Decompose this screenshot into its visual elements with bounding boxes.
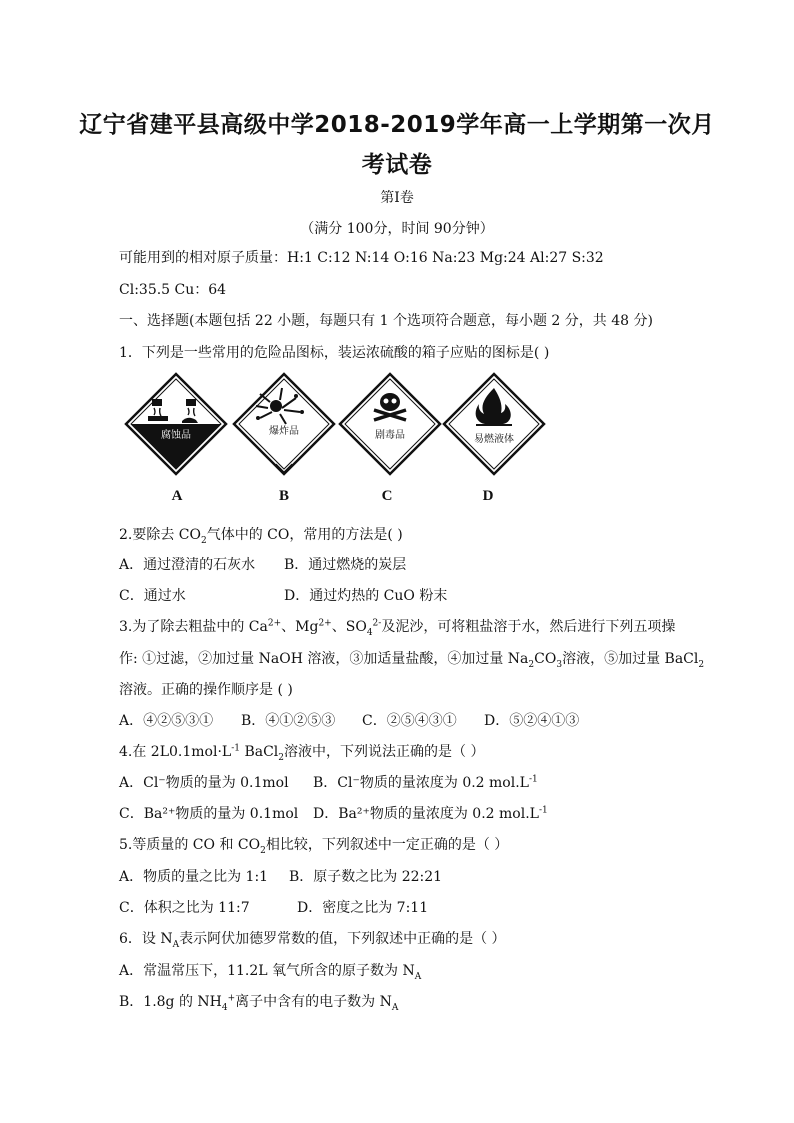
q3-stem-line1: 3.为了除去粗盐中的 $Ca^{2+}$、$Mg^{2+}$、$SO_4^{2-}$及泥沙，可将粗盐溶于水，然后进行下列五项操 [119, 618, 676, 638]
q4-stem: 4.在 $2L0.1mol\cdot L^{-1}$ BaCl$_2$溶液中，下列说法正确的是（ ） [119, 743, 485, 763]
q5-option-a: A．物质的量之比为 1:1 [119, 869, 269, 885]
q6-stem: 6．设 $N_A$表示阿伏加德罗常数的值，下列叙述中正确的是（ ） [119, 931, 506, 950]
q3-options [119, 712, 579, 730]
q3-option-b: B．④①②⑤③ [241, 713, 336, 729]
sign-d-text: 易燃液体 [474, 434, 514, 445]
hazard-signs [120, 372, 560, 507]
corrosive-sign-icon [124, 372, 228, 476]
exam-title-line2: 考试卷 [361, 152, 433, 178]
sign-b-text: 爆炸品 [269, 426, 299, 437]
atomic-masses-line2: Cl:35.5 Cu：64 [119, 282, 227, 298]
q5-option-b: B．原子数之比为 22:21 [289, 869, 443, 885]
atomic-masses-line1: 可能用到的相对原子质量：H:1 C:12 N:14 O:16 Na:23 Mg:24 Al:27 S:32 [119, 250, 604, 266]
q3-stem-line3: 溶液。正确的操作顺序是 ( ) [119, 682, 293, 698]
volume-label: 第Ⅰ卷 [380, 190, 414, 206]
sign-c-text: 剧毒品 [375, 430, 405, 441]
q4-option-a: A．Cl⁻物质的量为 0.1mol [119, 775, 289, 791]
sign-d-letter: D [482, 488, 494, 504]
q5-stem: 5.等质量的 CO 和 $CO_2$相比较，下列叙述中一定正确的是（ ） [119, 837, 509, 856]
q3-stem-line2: 作: ①过滤，②加过量 NaOH 溶液，③加适量盐酸，④加过量 $Na_2CO_3$溶液，⑤加过量 BaCl$_2$ [119, 651, 705, 670]
exam-meta: （满分 100分，时间 90分钟） [300, 221, 494, 237]
q3-option-d: D．⑤②④①③ [484, 713, 580, 729]
q2-option-a: A．通过澄清的石灰水 [119, 557, 256, 573]
q2-stem: 2.要除去 $CO_2$气体中的 CO，常用的方法是( ) [119, 527, 403, 546]
q2-option-d: D．通过灼热的 CuO 粉末 [284, 588, 448, 604]
section-heading: 一、选择题(本题包括 22 小题，每题只有 1 个选项符合题意，每小题 2 分，共 48 分) [119, 313, 653, 329]
q4-option-b: B．Cl⁻物质的量浓度为 0.2 $mol.L^{-1}$ [313, 774, 538, 791]
q1-stem: 1．下列是一些常用的危险品图标，装运浓硫酸的箱子应贴的图标是( ) [119, 345, 550, 361]
q5-options-row1 [119, 868, 442, 886]
flammable-liquid-sign-icon [442, 372, 546, 476]
q4-option-c: C．Ba²⁺物质的量为 0.1mol [119, 806, 299, 822]
exam-title-line1: 辽宁省建平县高级中学2018-2019学年高一上学期第一次月 [79, 112, 715, 138]
q2-options-row1 [119, 556, 406, 574]
q4-options-row2 [119, 805, 548, 823]
q5-options-row2 [119, 899, 428, 917]
q2-option-b: B．通过燃烧的炭层 [284, 557, 407, 573]
q6-option-b: B．1.8g 的 $NH_4^+$离子中含有的电子数为 $N_A$ [119, 993, 399, 1013]
sign-b-letter: B [278, 488, 289, 504]
q4-option-d: D．Ba²⁺物质的量浓度为 0.2 $mol.L^{-1}$ [313, 805, 548, 822]
sign-a-text: 腐蚀品 [161, 430, 191, 441]
q3-option-c: C．②⑤④③① [362, 713, 457, 729]
q4-options-row1 [119, 774, 538, 792]
q5-option-c: C．体积之比为 11:7 [119, 900, 250, 916]
q2-options-row2 [119, 587, 447, 605]
explosive-sign-icon [232, 372, 336, 476]
sign-c-letter: C [381, 488, 393, 504]
q2-option-c: C．通过水 [119, 588, 186, 604]
toxic-sign-icon [338, 372, 442, 476]
sign-a-letter: A [171, 488, 183, 504]
q6-option-a: A．常温常压下，11.2L 氧气所含的原子数为 $N_A$ [119, 963, 422, 982]
q3-option-a: A．④②⑤③① [119, 713, 214, 729]
q5-option-d: D．密度之比为 7:11 [297, 900, 429, 916]
